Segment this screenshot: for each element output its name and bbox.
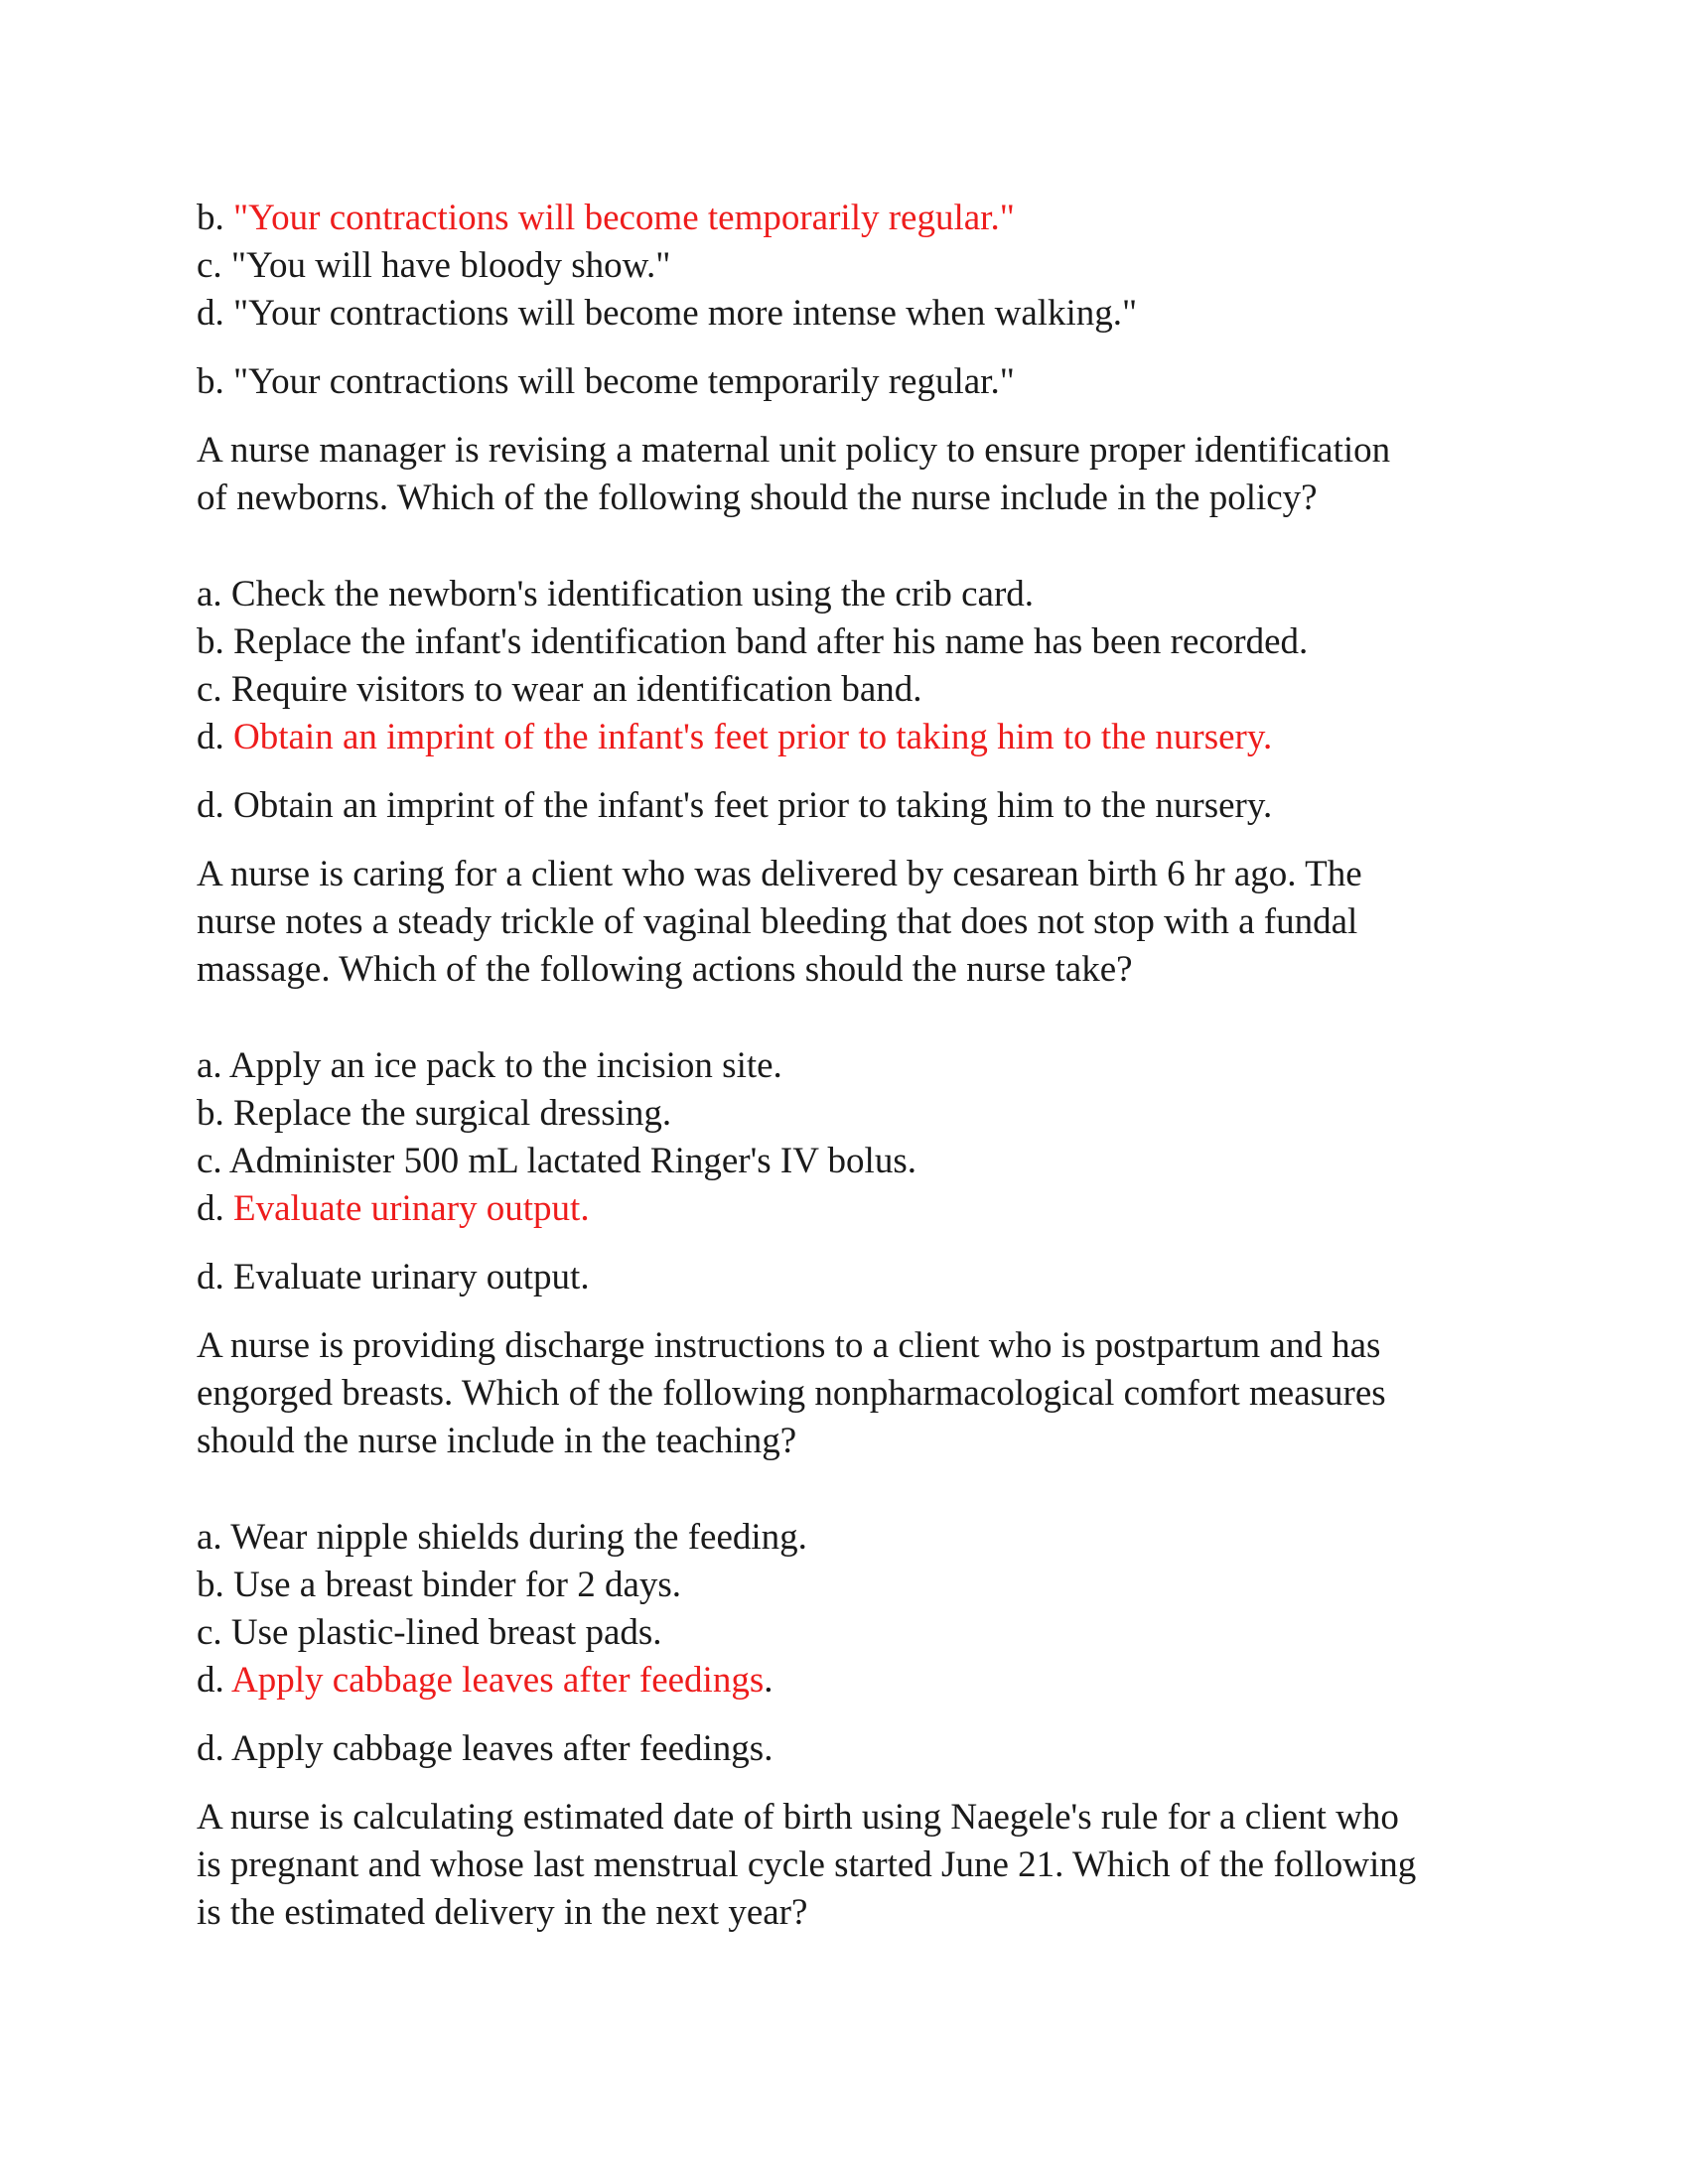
option-suffix: . — [764, 1660, 774, 1701]
question-stem-line: engorged breasts. Which of the following nonpharmacological comfort measures — [197, 1373, 1386, 1414]
question-stem-line: nurse notes a steady trickle of vaginal bleeding that does not stop with a fundal — [197, 901, 1358, 942]
question-stem-line: of newborns. Which of the following should the nurse include in the policy? — [197, 478, 1318, 518]
option-d — [197, 714, 1507, 761]
option-a: a. Apply an ice pack to the incision site. — [197, 1045, 782, 1086]
option-prefix: d. — [197, 717, 233, 757]
question-block-contractions — [197, 195, 1507, 406]
option-d — [197, 1657, 1507, 1705]
highlighted-answer-text: Obtain an imprint of the infant's feet prior to taking him to the nursery. — [233, 717, 1273, 757]
option-d: d. "Your contractions will become more intense when walking." — [197, 293, 1138, 334]
document-content — [197, 195, 1507, 1937]
question-stem-line: A nurse is caring for a client who was delivered by cesarean birth 6 hr ago. The — [197, 854, 1362, 894]
answer-line: d. Apply cabbage leaves after feedings. — [197, 1728, 774, 1769]
question-block-engorged-breasts — [197, 1322, 1507, 1773]
question-stem-line: is the estimated delivery in the next year? — [197, 1892, 808, 1933]
highlighted-answer-text: Apply cabbage leaves after feedings — [230, 1660, 765, 1701]
option-b: b. Use a breast binder for 2 days. — [197, 1565, 682, 1605]
highlighted-answer-text: "Your contractions will become temporarily regular." — [233, 198, 1015, 238]
question-stem-line: is pregnant and whose last menstrual cycle started June 21. Which of the following — [197, 1844, 1417, 1885]
question-stem-line: massage. Which of the following actions should the nurse take? — [197, 949, 1133, 990]
question-block-newborn-identification — [197, 427, 1507, 830]
question-stem-line: A nurse is calculating estimated date of birth using Naegele's rule for a client who — [197, 1797, 1399, 1838]
option-c: c. "You will have bloody show." — [197, 245, 671, 286]
option-c: c. Require visitors to wear an identification band. — [197, 669, 922, 710]
option-prefix: d. — [197, 1188, 233, 1229]
highlighted-answer-text: Evaluate urinary output. — [233, 1188, 590, 1229]
answer-line: b. "Your contractions will become temporarily regular." — [197, 361, 1015, 402]
answer-line: d. Obtain an imprint of the infant's feet prior to taking him to the nursery. — [197, 785, 1273, 826]
question-stem-line: should the nurse include in the teaching? — [197, 1421, 797, 1461]
option-c: c. Use plastic-lined breast pads. — [197, 1612, 662, 1653]
option-prefix: b. — [197, 198, 233, 238]
option-a: a. Check the newborn's identification using the crib card. — [197, 574, 1035, 614]
option-d — [197, 1185, 1507, 1233]
option-a: a. Wear nipple shields during the feeding. — [197, 1517, 807, 1558]
question-block-cesarean-bleeding — [197, 851, 1507, 1301]
option-b: b. Replace the infant's identification band after his name has been recorded. — [197, 621, 1309, 662]
question-block-naegeles-rule — [197, 1794, 1507, 1937]
question-stem-line: A nurse is providing discharge instructions to a client who is postpartum and has — [197, 1325, 1381, 1366]
answer-line: d. Evaluate urinary output. — [197, 1257, 590, 1297]
option-b: b. Replace the surgical dressing. — [197, 1093, 672, 1134]
option-b — [197, 195, 1507, 242]
question-stem-line: A nurse manager is revising a maternal unit policy to ensure proper identification — [197, 430, 1391, 471]
option-c: c. Administer 500 mL lactated Ringer's IV bolus. — [197, 1141, 916, 1181]
option-prefix: d. — [197, 1660, 231, 1701]
